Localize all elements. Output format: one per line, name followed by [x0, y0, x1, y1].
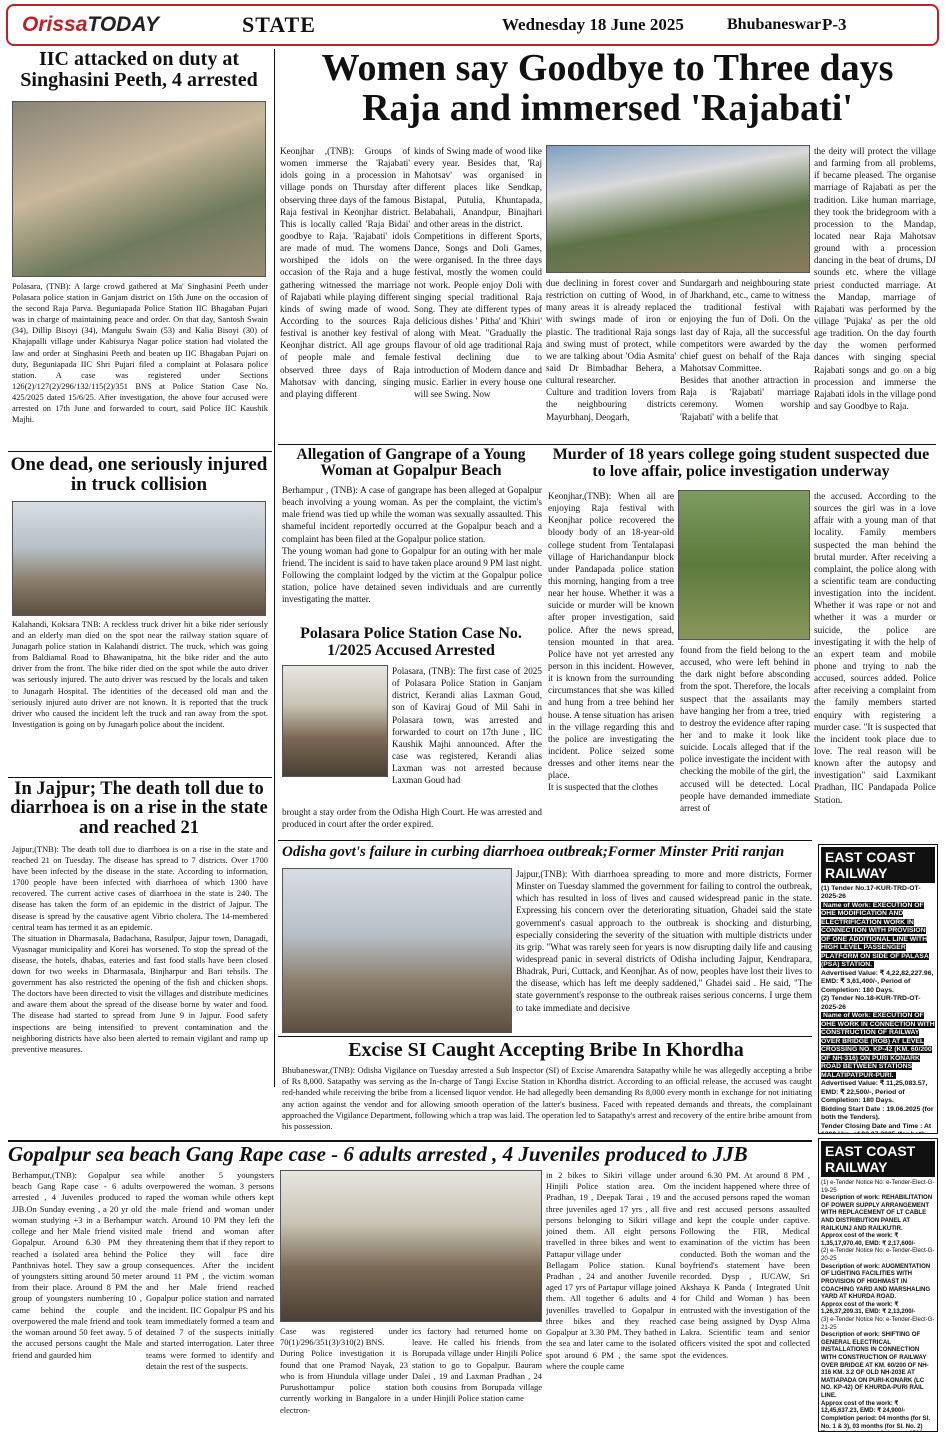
- a3-photo: [12, 501, 266, 616]
- railway-tender-ad-1: [818, 844, 938, 1134]
- a2-headline: Women say Goodbye to Three days Raja and immersed 'Rajabati': [321, 47, 894, 129]
- ad1-bid-start: Bidding Start Date : 19.06.2025 (for both the Tenders).: [821, 1105, 934, 1122]
- a6-headline: Murder of 18 years college going student suspected due to love affair, police investigation underway: [552, 446, 930, 480]
- ad2-title: EAST COAST RAILWAY: [821, 1141, 935, 1177]
- a1-body: Polasara, (TNB): A large crowd gathered at Ma' Singhasini Peeth under Polasara police station in Ganjam district on 15th June on the occasion of the second Raja Parva. Beguniapada Police Station IIC Bhagaban Pujari was in charge of maintaining peace and order. On that day, Santosh Swain (34), Dillip Bisoyi (34), Mangulu Swain (53) and Kalia Bisoyi (30) of Khajapalli village under Kabisurya Nagar police station had violated the law and order at Singhasini Peeth and beaten up IIC Bhagaban Pujari on duty, Beguniapada IIC Shri Pujari filed a complaint at Polasara police station. A case was registered under Sections 126(2)/127(2)/296/132/115(2)/351 BNS at Police Station Case No. 425/2025 dated 15/6/25. After investigation, the above four accused were arrested on 17th June and forwarded to court, said Police IIC Kaushik Majhi.: [12, 282, 268, 425]
- a2-body-col1: Keonjhar ,(TNB): Groups of women immerse the 'Rajabati' idols going in a procession in village ponds on Thursday after observing three days of the famous Raja festival in Keonjhar district. This is locally called 'Raja Bidai' goodbye to Raja. 'Rajabati' idols are made of mud. The womens worshiped the idols on the occasion of the Raja and a huge gathering witnessed the marriage of Rajabati while playing different kinds of swing made of wood. According to the sources Raja festival is another key festival of Keonjhar district. All age groups of people male and female observed three days of Raja Mahotsav with dancing, singing and playing different: [280, 146, 410, 399]
- a10-photo: [280, 1170, 542, 1322]
- a10-body-col4: ics factory had returned home on leave. He called his friends from Borupada village under Hinjili Police station to go to Gopalpur. Bauram Dalei , 19 and Laxman Pradhan , 24 both cousins from Borupada village under Hinjili Police station came: [412, 1326, 542, 1404]
- a6-body-col2: found from the field belong to the accused, who were left behind in the dark night before absconding from the spot. Therefore, the locals suspect that the assailants may have hanging her from a tree, tried to destroy the evidence after raping her and to make it look like suicide. Locals alleged that if the police investigate the incident with checking the mobile of the girl, the accused will be detected. Local people have demanded immediate arrest of: [680, 645, 810, 813]
- a7-body: Jajpur,(TNB): The death toll due to diarrhoea is on a rise in the state and reached 21 on Tuesday. The disease has spread to 7 districts. Over 1700 have been infected by the disease in the state. According to information, 1700 people have been infected with diarrhoea of which 1300 have recovered. The current active cases of diarrhoea in the state is 240. The disease has taken the form of an epidemic in the district of Jajpur. The disease is spread by the causative agent Vibrio cholera. The 14-membered central team has termed it as an epidemic. The situation in Dharmasala, Badachana, Rasulpur, Jajpur town, Danagadi, Vyasnagar municipality and Korei has worsened. To stop the spread of the disease, the hotels, dhabas, eateries and fast food stalls have been closed down for two weeks in Dharmasala, Binjharpur and Bari tehsils. The government has also restricted the opening of the fish and chicken shops. The doctors have been directed to visit the villages and distribute medicines and aware them about the spread of the disease borne by water and food. The disease had started to spread from June 9 in Jajpur. Food safety inspections are being intensified to prevent contamination and the neighboring districts have also been alerted to remain vigilant and ramp up preventive measures.: [12, 845, 268, 1054]
- a6-body-col3: the accused. According to the sources the girl was in a love affair with a young man of that locality. Family members suspected the man behind the brutal murder. After receiving a complaint, the police along with a scientific team are conducting investigation into the incident. Whether it was rape or not and whether it was a murder or suicide, the police are investigating it with the help of an expert team and mobile phone and trying to nab the accused, sources added. Police after receiving a complaint from the family members started enquiry with registering a murder case. "It is suspected that the incident took place due to love. The real reason will be known after the autopsy and investigation" said Laxmikant Pradhan, IIC Pandapada Police Station.: [814, 491, 936, 805]
- edition-city: Bhubaneswar: [727, 16, 822, 33]
- a9-body: Bhubaneswar,(TNB): Odisha Vigilance on Tuesday arrested a Sub Inspector (SI) of Excise Amarendra Satapathy while he was allegedly accepting a bribe of Rs 8,000. Satapathy was serving as the In-charge of Tangi Excise Station in Khordha district. According to an official release, the accused was caught red-handed while receiving the bribe from a licensed liquor vendor. He had allegedly been demanding Rs 8,000 every month in exchange for not initiating any action against the vendor and for allowing smooth operation of the latter's business. Faced with repeated demands and threats, the complainant approached the Vigilance Department, following which a trap was laid. The operation led to Satapathy's arrest and recovery of the entire bribe amount from his possession.: [282, 1065, 812, 1132]
- ad2-work-1: Description of work: REHABILITATION OF POWER SUPPLY ARRANGEMENT WITH REPLACEMENT OF LT CABLE AND DISTRIBUTION PANEL AT RAILKUNJ AND RAILKUTIR.: [821, 1194, 933, 1232]
- ad1-title: EAST COAST RAILWAY: [821, 847, 935, 883]
- ad1-tender-1: (1) Tender No.17-KUR-TRD-OT-2025-26: [821, 885, 921, 901]
- a9-headline: Excise SI Caught Accepting Bribe In Khordha: [348, 1039, 744, 1061]
- issue-date: Wednesday 18 June 2025: [502, 15, 684, 34]
- ad2-cost-3: Approx cost of the work: ₹ 12,45,637.23, EMD: ₹ 24,900/-: [821, 1399, 906, 1415]
- a1-headline: IIC attacked on duty at Singhasini Peeth, 4 arrested: [20, 48, 258, 91]
- column-divider: [274, 49, 275, 1087]
- section-rule: [8, 451, 272, 452]
- ad2-tender-3: (3) e-Tender Notice No: e-Tender-Elect-G-21-25: [821, 1315, 935, 1331]
- a10-body-col6: around 6.30 PM. At around 8 PM , the incident happened where three of the accused persons raped the woman and rest accused persons assaulted and kept the couple under captive. Following the FIR, Medical examination of the victim has been conducted. Both the woman and the boyfriend's statement have been recorded. Dysp , IUCAW, Sri Akshaya K Panda ( Integrated Unit for Child and Woman ) has been entrusted with the investigation of the case being assigned by Dysp Alma Lakra. Scientific team and senior officers visited the spot and collected the evidences.: [680, 1170, 810, 1360]
- a10-body-col2: while another 5 youngsters overpowered the woman. 3 persons raped the woman while others kept the male friend and woman under watch. Around 10 PM they left the male friend and woman after threatening them that if they report to Police they will face dire consequences. After the incident around 11 PM , the victim woman and her Male friend reached Gopalpur police station and narrated the incident. IIC Gopalpur PS and his team immediately formed a team and detained 7 of the suspects initially and started interrogation. Later three teams were formed to identify and detain the rest of the suspects.: [146, 1170, 274, 1371]
- section-rule: [278, 444, 936, 445]
- page-number: P-3: [822, 15, 847, 34]
- ad2-cost-2: Approx cost of the work: ₹ 1,26,37,209.31, EMD: ₹ 2,13,200/-: [821, 1300, 916, 1316]
- ad1-tender-2: (2) Tender No.18-KUR-TRD-OT-2025-26: [821, 995, 921, 1011]
- a4-headline: Allegation of Gangrape of a Young Woman at Gopalpur Beach: [296, 446, 526, 480]
- ad1-closing: Tender Closing Date and Time : At: [821, 1122, 932, 1130]
- ad2-cost-1: Approx cost of the work: ₹ 1,35,17,970.40, EMD: ₹ 2,17,600/-: [821, 1232, 916, 1247]
- a3-headline: One dead, one seriously injured in truck collision: [10, 454, 268, 495]
- section-rule: [278, 840, 812, 841]
- a10-body-col1: Berhampur,(TNB): Gopalpur sea beach Gang Rape case - 6 adults arrested , 4 Juveniles produced to JJB.On Sunday evening , a 20 yr old woman studying +3 in a Berhampur college and her Male friend visited Gopalpur. Around 6.30 PM they reached a isolated area behind the Panthnivas hotel. They saw a group of youngsters sitting around 50 meter from their place. Around 8 PM the group of youngsters numbering 10 , came behind the couple and overpowered the male friend and took the woman around 50 feet away. 5 of the accused persons caught the Male friend and gaurded him: [12, 1170, 142, 1360]
- a7-headline: In Jajpur; The death toll due to diarrhoea is on a rise in the state and reached 21: [10, 779, 268, 838]
- a5-headline: Polasara Police Station Case No. 1/2025 Accused Arrested: [300, 625, 522, 659]
- railway-tender-ad-2: [818, 1138, 938, 1432]
- section-rule: [278, 1036, 812, 1037]
- a10-body-col5: in 2 bikes to Sikiri village under Hinjili Police station area. Om Pradhan, 19 , Deepak Tarai , 19 and three juveniles aged 17 yrs , all five persons belonging to Sikiri village joined them. All eight persons travelled in three bikes and went to Pattapur village under Bellagam Police station. Kunal Pradhan , 24 and another Juvenile aged 17 yrs of Partapur village joined them. All together 6 adults and 4 juvenilles travelled to Gopalpur in three bikes and they reached Gopalpur at 3.30 PM. They bathed in the sea and later came to the isolated spot around 6 PM , the same spot where the couple came: [546, 1170, 676, 1371]
- a2-body-col2: kinds of Swing made of wood like every year. Besides that, 'Raj Mahotsav' was organised in different places like Sendkap, Bistapal, Putulia, Khuntapada, Belabahali, Anandpur, Binajhari and other areas in the district. Competitions in different Sports, Dance, Songs and Doli Games, were organised. In the three days festival, mostly the women could not work. People enjoy Doli with singing special traditional Raja Song. They ate different types of delicious dishes ' Pitha' and 'Khiri' along with Meat. "Gradually the flavour of old age traditional Raja festival declining due to introduction of Modern dance and music. Earlier in every house one will see Swing. Now: [414, 146, 542, 399]
- ad2-tender-2: (2) e-Tender Notice No: e-Tender-Elect-G-20-25: [821, 1247, 935, 1263]
- a2-body-col5: the deity will protect the village and farming from all problems, if became pleased. The organise marriage of Rajabati as per the tradition. Like human marriage, they took the bridegroom with a procession to the Mandap, located near Raja Mahotsav ground with a procession dancing in the beat of drums, DJ sounds etc. where the village priest conducted marriage. At the Mandap, marriage of Rajabati was performed by the village 'Pujaka' as per the old age tradition. On the day fourth day the women performed dances with singing special Rajabati songs and go on a big procession and immerse the Rajabati idols in the village pond and say Goodbye to Raja.: [814, 146, 936, 411]
- ad2-completion: Completion period: 04 months (for Sl. No. 1 & 3), 03 months (for Sl. No. 2): [821, 1414, 931, 1430]
- a8-headline: Odisha govt's failure in curbing diarrhoea outbreak;Former Minster Priti ranjan: [282, 844, 785, 860]
- ad1-value-2: Advertised Value: ₹ 11,25,083.57, EMD: ₹ 22,500/-, Period of Completion: 180 Days.: [821, 1080, 928, 1105]
- section-rule: [8, 777, 272, 778]
- logo-main: Orissa: [22, 13, 88, 36]
- ad2-closing: [821, 1430, 923, 1432]
- ad2-work-2: Description of work: AUGMENTATION OF LIGHTING FACILITIES WITH PROVISION OF HIGHMAST IN COACHING YARD AND MARSHALING YARD AT KHURDA ROAD.: [821, 1262, 931, 1301]
- a5-body-cont: brought a stay order from the Odisha High Court. He was arrested and produced in court after the order expired.: [282, 807, 542, 830]
- a2-body-col4: Sundargarh and neighbouring state of Jharkhand, etc., came to witness the traditional festival with enjoying the fun of Doli. On the last day of Raja, all the successful competitors were awarded by the chief guest on behalf of the Raja Mahotsav Committee. Besides that another attraction in Raja is 'Rajabati' marriage ceremony. Women worship 'Rajabati' with a belife that: [680, 278, 810, 422]
- a6-body-col1: Keonjhar,(TNB): When all are enjoying Raja festival with Keonjhar police recovered the bloody body of an 18-year-old college student from Tentalapasi village of Harichandanpur block under Pandapada police station this morning, hanging from a tree near her house. Whether it was a suicide or murder will be known after proper investigation, said police. After the news spread, tension mounted in that area. Police have not yet arrested any person in this incident. However, it is known from the surrounding circumstances that she was killed and hung from a tree behind her house. A tense situation has arisen in the village regarding this and the police are investigating the incident. Police seized some dresses and other items near the place. It is suspected that the clothes: [548, 491, 674, 793]
- a10-body-col3: Case was registered under 70(1)/296/351(3)/310(2) BNS. During Police investigation it is found that one Pramod Nayak, 23 who is from Hiundula village under Purushottampur police station currently working in Bangalore in a electron-: [280, 1326, 408, 1415]
- a4-body: Berhampur , (TNB): A case of gangrape has been alleged at Gopalpur beach involving a young woman. As per the complaint, the victim's male friend was tied up while the woman was sexually assaulted. This shameful incident reportedly occurred at the Gopalpur beach and a complaint has been filed at the Gopalpur police station. The young woman had gone to Gopalpur for an outing with her male friend. The incident is said to have taken place around 9 PM last night. Following the complaint lodged by the victim at the Gopalpur police station, police have detained seven individuals and are currently investigating the matter.: [282, 485, 542, 605]
- section-name: STATE: [242, 12, 316, 37]
- a8-body: Jajpur,(TNB): With diarrhoea spreading to more and more districts, Former Minster on Tuesday slammed the government for failing to control the outbreak, which has resulted in loss of lives and caused widespread panic in the state. Expressing his concern over the deteriorating situation, Ghadei said the state government's casual approach to the outbreak is shocking and disturbing, especially considering the severity of the situation with multiple districts under its grip. "What was rarely seen for years is now disrupting daily life and causing widespread panic in several districts of Odisha including Jajpur, Kendrapara, Bhadrak, Puri, Cuttack, and Keonjhar. As of now, peoples have lost their lives to the disease, which has left me deeply saddened," Ghadei said . He said, "The state government's response to the outbreak raises serious concerns. I urge them to take immediate and decisive: [516, 869, 812, 1013]
- newspaper-logo: [22, 13, 242, 37]
- masthead: [6, 4, 939, 46]
- ad1-work-2: Name of Work: EXECUTION OF OHE WORK IN CONNECTION WITH CONSTRUCTION OF RAILWAY OVER BRIDGE (ROB) AT LEVEL CROSSING NO. KP-42 (KM. 60/200 OF NH-316) ON PURI KONARK ROAD BETWEEN STATIONS MALATIPATPUR-PURI.: [821, 1012, 935, 1079]
- ad1-value-1: Advertised Value: ₹ 4,22,82,227.96, EMD: ₹ 3,61,400/-, Period of Completion: 180 Days.: [821, 969, 934, 994]
- ad2-work-3: Description of work: SHIFTING OF GENERAL ELECTRICAL INSTALLATIONS IN CONNECTION WITH CONSTRUCTION OF RAILWAY OVER BRIDGE AT KM. 60/200 OF NH-316 KM. 3.2 OF OLD NH-203E AT MATIAPADA ON PURI-KONARK (LC NO. KP-42) OF KHURDA-PURI RAIL LINE.: [821, 1331, 929, 1400]
- ad2-tender-1: (1) e-Tender Notice No: e-Tender-Elect-G-19-25: [821, 1179, 935, 1194]
- a1-photo: [12, 101, 266, 277]
- logo-accent: TODAY: [87, 13, 159, 36]
- a3-body: Kalahandi, Koksara TNB: A reckless truck driver hit a bike rider seriously and an elderly man died on the spot near the railway station square of Junagarh police station in Kalahandi district. The truck, which was going from Baldiamal Road to Bhawanipatna, hit the bike rider and the auto driver from the front. The bike rider died on the spot while the auto driver was seriously injured. The auto driver was rescued by the locals and taken to Junagarh Hospital. The identities of the deceased old man and the seriously injured auto driver are not known. It is reported that the truck driver who caused the incident left the truck and ran away from the spot. Investigation is going on by Junagarh police about the incident.: [12, 620, 268, 729]
- a10-headline: Gopalpur sea beach Gang Rape case - 6 adults arrested , 4 Juveniles produced to JJB: [8, 1142, 748, 1166]
- a6-photo: [678, 490, 810, 640]
- a5-body: Polasara, (TNB): The first case of 2025 of Polasara Police Station in Ganjam district, Kerandi alias Laxman Goud, son of Kaviraj Goud of Mil Sahi in Polasara town, was arrested and forwarded to court on 17th June , IIC Kaushik Majhi announced. After the case was registered, Kerandi alias Laxman was not arrested because Laxman Goud had: [392, 666, 542, 786]
- ad2-text: [821, 1179, 935, 1432]
- a2-photo: [546, 145, 810, 273]
- ad1-text: [821, 885, 935, 1134]
- a5-photo: [282, 665, 388, 777]
- a2-body-col3: due declining in forest cover and restriction on cutting of Wood, in many areas it is already replaced with swings made of iron or plastic. The traditional Raja songs and swing must of protect, while we are talking about 'Odia Asmita' said Dr Bimbadhar Behera, a cultural researcher. Culture and tradition lovers from the neighbouring districts Mayurbhanj, Deogarh,: [546, 278, 676, 422]
- ad1-work-1: Name of Work: EXECUTION OF OHE MODIFICATION AND ELECTRIFICATION WORK IN CONNECTION WITH PROVISION OF ONE ADDITIONAL LINE WITH HIGH LEVEL PASSENGER PLATFORM ON SIDE OF PALASA (PSA) STATION.: [821, 901, 929, 969]
- a8-photo: [282, 868, 512, 1033]
